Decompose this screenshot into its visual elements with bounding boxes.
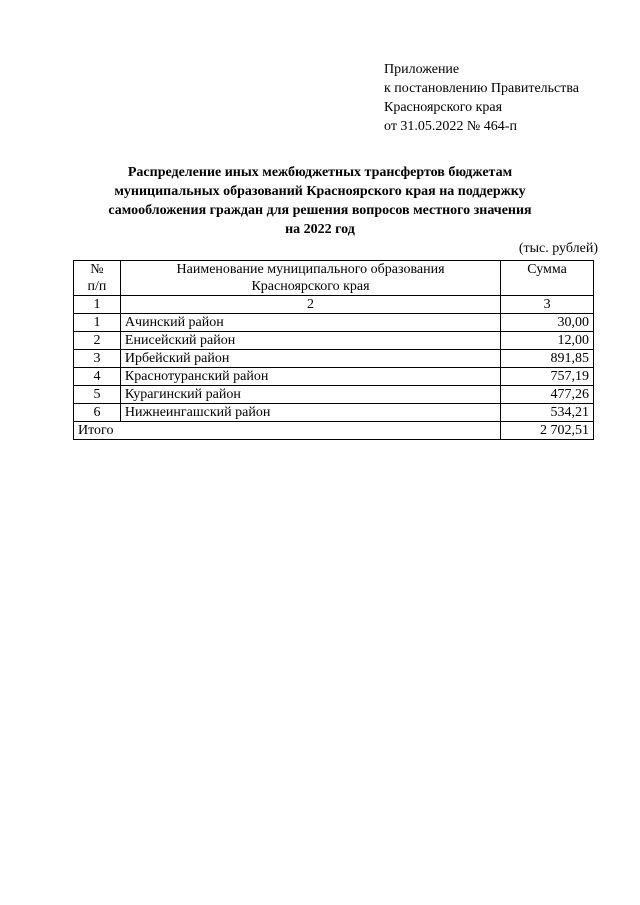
header-name-line: Красноярского края xyxy=(251,279,370,294)
row-sum: 891,85 xyxy=(501,350,594,368)
appendix-line: Красноярского края xyxy=(384,100,503,115)
header-sum: Сумма xyxy=(501,261,594,296)
column-number: 3 xyxy=(501,296,594,314)
column-number: 2 xyxy=(120,296,500,314)
row-sum: 12,00 xyxy=(501,332,594,350)
row-number: 4 xyxy=(74,368,121,386)
row-name: Краснотуранский район xyxy=(120,368,500,386)
row-sum: 30,00 xyxy=(501,314,594,332)
row-number: 6 xyxy=(74,404,121,422)
row-number: 5 xyxy=(74,386,121,404)
table-header-row xyxy=(74,261,594,296)
header-number-line: п/п xyxy=(87,279,107,294)
table-row xyxy=(74,386,594,404)
header-name xyxy=(120,261,500,296)
appendix-line: к постановлению Правительства xyxy=(384,81,580,96)
appendix-date-number: от 31.05.2022 № 464-п xyxy=(384,119,517,134)
row-sum: 757,19 xyxy=(501,368,594,386)
row-name: Ирбейский район xyxy=(120,350,500,368)
row-name: Енисейский район xyxy=(120,332,500,350)
row-number: 1 xyxy=(74,314,121,332)
row-number: 2 xyxy=(74,332,121,350)
row-sum: 477,26 xyxy=(501,386,594,404)
column-number-row xyxy=(74,296,594,314)
document-title xyxy=(95,163,545,239)
total-row xyxy=(74,422,594,440)
row-sum: 534,21 xyxy=(501,404,594,422)
row-number: 3 xyxy=(74,350,121,368)
total-sum: 2 702,51 xyxy=(501,422,594,440)
row-name: Нижнеингашский район xyxy=(120,404,500,422)
distribution-table xyxy=(73,260,594,440)
row-name: Ачинский район xyxy=(120,314,500,332)
table-row xyxy=(74,350,594,368)
header-number xyxy=(74,261,121,296)
row-name: Курагинский район xyxy=(120,386,500,404)
appendix-block xyxy=(384,60,579,136)
table-row xyxy=(74,314,594,332)
title-line: Распределение иных межбюджетных трансфертов бюджетам xyxy=(127,165,513,180)
title-line: самообложения граждан для решения вопросов местного значения xyxy=(108,203,532,218)
units-label: (тыс. рублей) xyxy=(518,241,598,256)
header-number-line: № xyxy=(90,262,104,277)
table-row xyxy=(74,332,594,350)
title-line: на 2022 год xyxy=(285,222,355,237)
table-row xyxy=(74,404,594,422)
column-number: 1 xyxy=(74,296,121,314)
appendix-line: Приложение xyxy=(384,62,460,77)
table-row xyxy=(74,368,594,386)
header-name-line: Наименование муниципального образования xyxy=(176,262,445,277)
total-label: Итого xyxy=(74,422,501,440)
title-line: муниципальных образований Красноярского края на поддержку xyxy=(114,184,526,199)
